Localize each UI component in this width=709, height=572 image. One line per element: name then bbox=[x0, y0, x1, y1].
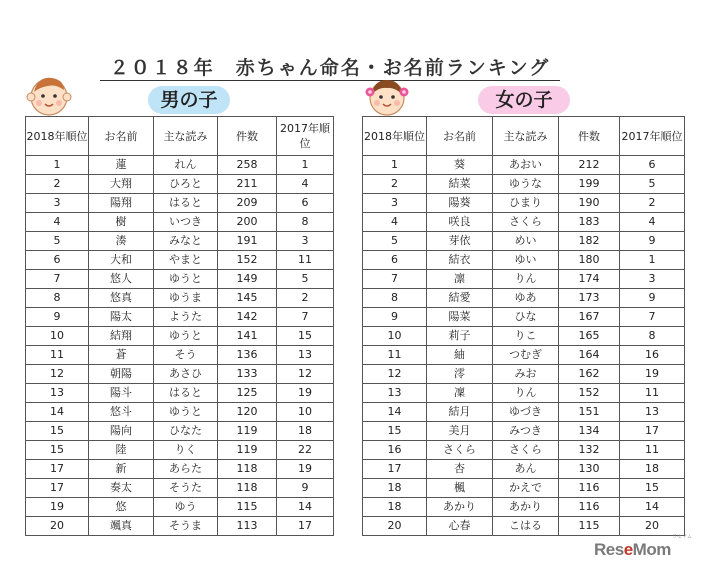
cell-rank-2018: 9 bbox=[26, 308, 89, 327]
cell-reading: さくら bbox=[493, 441, 559, 460]
table-row bbox=[363, 346, 685, 365]
header-reading: 主な読み bbox=[154, 117, 218, 156]
cell-rank-2018: 19 bbox=[26, 498, 89, 517]
cell-name: 澪 bbox=[427, 365, 493, 384]
cell-rank-2017: 16 bbox=[620, 346, 685, 365]
cell-rank-2017: 10 bbox=[277, 403, 334, 422]
cell-rank-2017: 13 bbox=[620, 403, 685, 422]
table-row bbox=[363, 517, 685, 536]
table-row bbox=[26, 194, 334, 213]
cell-rank-2018: 18 bbox=[363, 498, 427, 517]
cell-count: 199 bbox=[559, 175, 620, 194]
cell-rank-2017: 17 bbox=[277, 517, 334, 536]
table-row bbox=[26, 460, 334, 479]
cell-rank-2018: 16 bbox=[363, 441, 427, 460]
cell-rank-2017: 1 bbox=[620, 251, 685, 270]
cell-rank-2018: 7 bbox=[26, 270, 89, 289]
cell-rank-2018: 8 bbox=[363, 289, 427, 308]
cell-count: 183 bbox=[559, 213, 620, 232]
cell-name: 芽依 bbox=[427, 232, 493, 251]
cell-rank-2017: 14 bbox=[620, 498, 685, 517]
cell-count: 174 bbox=[559, 270, 620, 289]
girls-ranking-table bbox=[362, 116, 685, 536]
cell-rank-2018: 12 bbox=[26, 365, 89, 384]
cell-rank-2018: 6 bbox=[363, 251, 427, 270]
cell-reading: めい bbox=[493, 232, 559, 251]
cell-rank-2018: 8 bbox=[26, 289, 89, 308]
cell-reading: ゆづき bbox=[493, 403, 559, 422]
cell-rank-2018: 12 bbox=[363, 365, 427, 384]
cell-count: 211 bbox=[218, 175, 277, 194]
cell-reading: みなと bbox=[154, 232, 218, 251]
cell-count: 132 bbox=[559, 441, 620, 460]
girls-label: 女の子 bbox=[478, 86, 570, 114]
cell-rank-2018: 11 bbox=[363, 346, 427, 365]
cell-name: 悠斗 bbox=[89, 403, 154, 422]
cell-count: 200 bbox=[218, 213, 277, 232]
cell-rank-2017: 6 bbox=[277, 194, 334, 213]
cell-name: 陽葵 bbox=[427, 194, 493, 213]
cell-rank-2017: 11 bbox=[620, 384, 685, 403]
table-row bbox=[26, 517, 334, 536]
cell-count: 151 bbox=[559, 403, 620, 422]
table-row bbox=[363, 213, 685, 232]
table-row bbox=[26, 156, 334, 175]
cell-reading: ひな bbox=[493, 308, 559, 327]
cell-reading: あん bbox=[493, 460, 559, 479]
cell-reading: りく bbox=[154, 441, 218, 460]
cell-rank-2018: 1 bbox=[363, 156, 427, 175]
cell-reading: ゆあ bbox=[493, 289, 559, 308]
cell-rank-2017: 4 bbox=[620, 213, 685, 232]
header-rank-2017: 2017年順位 bbox=[277, 117, 334, 156]
table-row bbox=[26, 422, 334, 441]
logo-ruby: リセマム bbox=[672, 534, 692, 540]
cell-count: 149 bbox=[218, 270, 277, 289]
cell-rank-2017: 11 bbox=[277, 251, 334, 270]
cell-rank-2017: 19 bbox=[620, 365, 685, 384]
cell-rank-2018: 2 bbox=[363, 175, 427, 194]
cell-rank-2017: 17 bbox=[620, 422, 685, 441]
cell-count: 116 bbox=[559, 498, 620, 517]
cell-count: 167 bbox=[559, 308, 620, 327]
cell-rank-2017: 14 bbox=[277, 498, 334, 517]
cell-rank-2017: 3 bbox=[620, 270, 685, 289]
table-row bbox=[363, 479, 685, 498]
cell-name: 凜 bbox=[427, 384, 493, 403]
cell-rank-2017: 5 bbox=[277, 270, 334, 289]
cell-count: 116 bbox=[559, 479, 620, 498]
cell-rank-2017: 18 bbox=[277, 422, 334, 441]
cell-reading: ようた bbox=[154, 308, 218, 327]
cell-name: 陽斗 bbox=[89, 384, 154, 403]
cell-rank-2017: 12 bbox=[277, 365, 334, 384]
cell-rank-2017: 9 bbox=[277, 479, 334, 498]
table-row bbox=[26, 346, 334, 365]
cell-count: 113 bbox=[218, 517, 277, 536]
cell-name: 葵 bbox=[427, 156, 493, 175]
cell-count: 120 bbox=[218, 403, 277, 422]
table-header-row bbox=[26, 117, 334, 156]
header-name: お名前 bbox=[89, 117, 154, 156]
cell-count: 142 bbox=[218, 308, 277, 327]
cell-rank-2018: 20 bbox=[363, 517, 427, 536]
cell-name: 湊 bbox=[89, 232, 154, 251]
cell-rank-2018: 9 bbox=[363, 308, 427, 327]
cell-count: 115 bbox=[218, 498, 277, 517]
cell-rank-2017: 7 bbox=[277, 308, 334, 327]
cell-reading: かえで bbox=[493, 479, 559, 498]
page-title: ２０１８年 赤ちゃん命名・お名前ランキング bbox=[109, 57, 551, 79]
cell-reading: そうた bbox=[154, 479, 218, 498]
cell-reading: ひろと bbox=[154, 175, 218, 194]
cell-rank-2018: 18 bbox=[363, 479, 427, 498]
table-row bbox=[363, 270, 685, 289]
header-count: 件数 bbox=[559, 117, 620, 156]
table-row bbox=[26, 251, 334, 270]
cell-rank-2018: 6 bbox=[26, 251, 89, 270]
cell-reading: あらた bbox=[154, 460, 218, 479]
cell-rank-2017: 22 bbox=[277, 441, 334, 460]
cell-rank-2018: 20 bbox=[26, 517, 89, 536]
cell-count: 258 bbox=[218, 156, 277, 175]
table-row bbox=[363, 327, 685, 346]
cell-rank-2017: 1 bbox=[277, 156, 334, 175]
table-row bbox=[26, 365, 334, 384]
cell-reading: あかり bbox=[493, 498, 559, 517]
cell-rank-2017: 20 bbox=[620, 517, 685, 536]
cell-rank-2017: 8 bbox=[620, 327, 685, 346]
cell-name: 蒼 bbox=[89, 346, 154, 365]
cell-reading: れん bbox=[154, 156, 218, 175]
cell-name: 結月 bbox=[427, 403, 493, 422]
cell-count: 165 bbox=[559, 327, 620, 346]
cell-rank-2017: 7 bbox=[620, 308, 685, 327]
cell-reading: りん bbox=[493, 270, 559, 289]
cell-reading: そうま bbox=[154, 517, 218, 536]
cell-name: あかり bbox=[427, 498, 493, 517]
cell-name: 咲良 bbox=[427, 213, 493, 232]
cell-count: 125 bbox=[218, 384, 277, 403]
boys-ranking-table bbox=[25, 116, 334, 536]
table-row bbox=[26, 403, 334, 422]
cell-rank-2018: 3 bbox=[363, 194, 427, 213]
cell-rank-2018: 7 bbox=[363, 270, 427, 289]
cell-count: 209 bbox=[218, 194, 277, 213]
cell-reading: ゆう bbox=[154, 498, 218, 517]
baby-boy-icon bbox=[26, 72, 72, 118]
cell-name: 大翔 bbox=[89, 175, 154, 194]
cell-rank-2017: 9 bbox=[620, 289, 685, 308]
header-count: 件数 bbox=[218, 117, 277, 156]
resemom-logo: ReseMom bbox=[594, 540, 671, 559]
cell-name: 結衣 bbox=[427, 251, 493, 270]
table-row bbox=[363, 308, 685, 327]
table-row bbox=[26, 232, 334, 251]
cell-count: 173 bbox=[559, 289, 620, 308]
cell-rank-2017: 8 bbox=[277, 213, 334, 232]
table-row bbox=[363, 384, 685, 403]
cell-count: 190 bbox=[559, 194, 620, 213]
table-row bbox=[363, 422, 685, 441]
cell-rank-2017: 2 bbox=[277, 289, 334, 308]
cell-name: 陽太 bbox=[89, 308, 154, 327]
cell-name: 結菜 bbox=[427, 175, 493, 194]
table-row bbox=[363, 194, 685, 213]
cell-rank-2018: 1 bbox=[26, 156, 89, 175]
table-row bbox=[26, 308, 334, 327]
table-row bbox=[26, 175, 334, 194]
table-row bbox=[26, 327, 334, 346]
table-row bbox=[363, 289, 685, 308]
cell-rank-2018: 14 bbox=[26, 403, 89, 422]
cell-name: 陸 bbox=[89, 441, 154, 460]
cell-name: 奏太 bbox=[89, 479, 154, 498]
cell-name: 悠 bbox=[89, 498, 154, 517]
cell-count: 118 bbox=[218, 479, 277, 498]
cell-reading: さくら bbox=[493, 213, 559, 232]
cell-rank-2017: 3 bbox=[277, 232, 334, 251]
cell-reading: つむぎ bbox=[493, 346, 559, 365]
cell-rank-2017: 11 bbox=[620, 441, 685, 460]
table-row bbox=[363, 460, 685, 479]
baby-girl-icon bbox=[364, 72, 410, 118]
cell-reading: ひなた bbox=[154, 422, 218, 441]
table-row bbox=[26, 498, 334, 517]
cell-name: 大和 bbox=[89, 251, 154, 270]
cell-rank-2017: 13 bbox=[277, 346, 334, 365]
cell-rank-2018: 14 bbox=[363, 403, 427, 422]
cell-reading: ゆうと bbox=[154, 327, 218, 346]
cell-name: 蓮 bbox=[89, 156, 154, 175]
table-row bbox=[363, 175, 685, 194]
cell-count: 115 bbox=[559, 517, 620, 536]
table-row bbox=[363, 251, 685, 270]
cell-rank-2017: 9 bbox=[620, 232, 685, 251]
table-row bbox=[26, 441, 334, 460]
table-row bbox=[363, 365, 685, 384]
cell-name: 結愛 bbox=[427, 289, 493, 308]
table-row bbox=[26, 270, 334, 289]
table-row bbox=[363, 232, 685, 251]
cell-rank-2018: 15 bbox=[26, 422, 89, 441]
cell-name: 紬 bbox=[427, 346, 493, 365]
table-row bbox=[26, 479, 334, 498]
cell-rank-2018: 15 bbox=[26, 441, 89, 460]
cell-name: 美月 bbox=[427, 422, 493, 441]
cell-name: 莉子 bbox=[427, 327, 493, 346]
cell-rank-2017: 15 bbox=[277, 327, 334, 346]
cell-count: 152 bbox=[218, 251, 277, 270]
cell-name: 颯真 bbox=[89, 517, 154, 536]
cell-rank-2017: 19 bbox=[277, 460, 334, 479]
cell-name: 新 bbox=[89, 460, 154, 479]
cell-name: 凛 bbox=[427, 270, 493, 289]
cell-reading: ゆい bbox=[493, 251, 559, 270]
table-row bbox=[26, 289, 334, 308]
cell-reading: みつき bbox=[493, 422, 559, 441]
cell-reading: やまと bbox=[154, 251, 218, 270]
cell-count: 118 bbox=[218, 460, 277, 479]
cell-reading: いつき bbox=[154, 213, 218, 232]
header-rank-2018: 2018年順位 bbox=[363, 117, 427, 156]
cell-rank-2017: 6 bbox=[620, 156, 685, 175]
cell-rank-2017: 4 bbox=[277, 175, 334, 194]
cell-count: 182 bbox=[559, 232, 620, 251]
cell-name: さくら bbox=[427, 441, 493, 460]
cell-count: 119 bbox=[218, 422, 277, 441]
table-row bbox=[363, 498, 685, 517]
cell-name: 杏 bbox=[427, 460, 493, 479]
cell-name: 楓 bbox=[427, 479, 493, 498]
cell-rank-2017: 19 bbox=[277, 384, 334, 403]
cell-name: 結翔 bbox=[89, 327, 154, 346]
cell-name: 朝陽 bbox=[89, 365, 154, 384]
cell-count: 180 bbox=[559, 251, 620, 270]
cell-count: 119 bbox=[218, 441, 277, 460]
cell-rank-2018: 5 bbox=[363, 232, 427, 251]
cell-name: 悠真 bbox=[89, 289, 154, 308]
boys-label: 男の子 bbox=[148, 86, 230, 114]
cell-name: 樹 bbox=[89, 213, 154, 232]
cell-rank-2018: 17 bbox=[26, 460, 89, 479]
cell-rank-2017: 2 bbox=[620, 194, 685, 213]
cell-rank-2017: 5 bbox=[620, 175, 685, 194]
cell-rank-2018: 15 bbox=[363, 422, 427, 441]
cell-reading: りん bbox=[493, 384, 559, 403]
cell-count: 130 bbox=[559, 460, 620, 479]
table-row bbox=[363, 441, 685, 460]
cell-reading: りこ bbox=[493, 327, 559, 346]
header-reading: 主な読み bbox=[493, 117, 559, 156]
table-header-row bbox=[363, 117, 685, 156]
cell-name: 陽翔 bbox=[89, 194, 154, 213]
cell-rank-2018: 5 bbox=[26, 232, 89, 251]
cell-rank-2018: 11 bbox=[26, 346, 89, 365]
cell-rank-2018: 10 bbox=[363, 327, 427, 346]
cell-rank-2018: 4 bbox=[26, 213, 89, 232]
cell-rank-2018: 17 bbox=[363, 460, 427, 479]
cell-rank-2018: 10 bbox=[26, 327, 89, 346]
cell-rank-2018: 4 bbox=[363, 213, 427, 232]
cell-count: 133 bbox=[218, 365, 277, 384]
cell-rank-2018: 13 bbox=[26, 384, 89, 403]
cell-reading: ひまり bbox=[493, 194, 559, 213]
table-row bbox=[26, 384, 334, 403]
table-row bbox=[363, 403, 685, 422]
cell-name: 心春 bbox=[427, 517, 493, 536]
header-rank-2018: 2018年順位 bbox=[26, 117, 89, 156]
table-row bbox=[363, 156, 685, 175]
cell-count: 191 bbox=[218, 232, 277, 251]
cell-reading: ゆうま bbox=[154, 289, 218, 308]
cell-reading: あおい bbox=[493, 156, 559, 175]
title-underline bbox=[100, 80, 560, 81]
cell-rank-2018: 2 bbox=[26, 175, 89, 194]
header-name: お名前 bbox=[427, 117, 493, 156]
cell-reading: ゆうと bbox=[154, 403, 218, 422]
cell-rank-2018: 17 bbox=[26, 479, 89, 498]
cell-reading: ゆうな bbox=[493, 175, 559, 194]
cell-name: 陽向 bbox=[89, 422, 154, 441]
cell-count: 164 bbox=[559, 346, 620, 365]
cell-count: 136 bbox=[218, 346, 277, 365]
table-row bbox=[26, 213, 334, 232]
cell-reading: はると bbox=[154, 194, 218, 213]
cell-reading: ゆうと bbox=[154, 270, 218, 289]
cell-count: 162 bbox=[559, 365, 620, 384]
cell-count: 134 bbox=[559, 422, 620, 441]
header-rank-2017: 2017年順位 bbox=[620, 117, 685, 156]
cell-reading: みお bbox=[493, 365, 559, 384]
cell-count: 141 bbox=[218, 327, 277, 346]
cell-name: 陽菜 bbox=[427, 308, 493, 327]
cell-rank-2018: 13 bbox=[363, 384, 427, 403]
cell-reading: そう bbox=[154, 346, 218, 365]
cell-count: 145 bbox=[218, 289, 277, 308]
cell-reading: あさひ bbox=[154, 365, 218, 384]
cell-count: 152 bbox=[559, 384, 620, 403]
cell-name: 悠人 bbox=[89, 270, 154, 289]
cell-rank-2017: 15 bbox=[620, 479, 685, 498]
cell-rank-2018: 3 bbox=[26, 194, 89, 213]
cell-rank-2017: 18 bbox=[620, 460, 685, 479]
cell-count: 212 bbox=[559, 156, 620, 175]
cell-reading: はると bbox=[154, 384, 218, 403]
cell-reading: こはる bbox=[493, 517, 559, 536]
